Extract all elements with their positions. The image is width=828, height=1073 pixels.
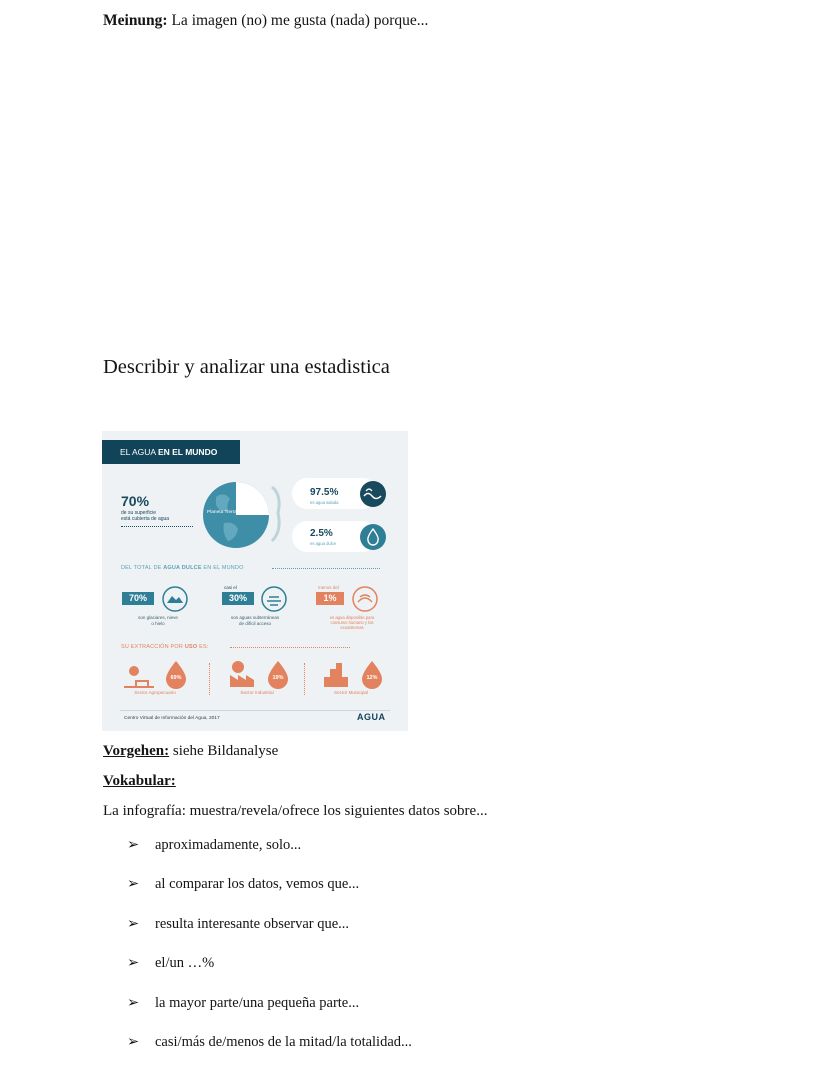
municipal-percentage: 12%: [366, 675, 378, 681]
agriculture-label: Sector Agropecuario: [134, 690, 176, 695]
arrow-bullet-icon: ➢: [127, 955, 140, 972]
infographic-source: Centro Virtual de Información del Agua, 2017: [124, 716, 220, 721]
wave-icon: [356, 480, 390, 508]
water-drop-icon: [356, 523, 390, 551]
agriculture-percentage: 69%: [170, 675, 182, 681]
procedure-text: siehe Bildanalyse: [169, 743, 279, 759]
vocabulary-list: [127, 837, 412, 1073]
municipal-icon: [322, 659, 356, 691]
usable-prefix: menos del: [318, 585, 339, 590]
salt-water-percentage: 97.5%: [310, 487, 339, 498]
industry-label: Sector Industrial: [240, 690, 274, 695]
planet-label: Planeta Tierra: [207, 510, 237, 515]
glacier-percentage: 70%: [122, 592, 154, 605]
groundwater-desc-line-1: son aguas subterráneas: [230, 615, 280, 620]
usage-section-label: [121, 644, 209, 650]
usable-desc-line-2: consumo humano y los: [330, 620, 374, 625]
opinion-text: La imagen (no) me gusta (nada) porque...: [167, 12, 429, 29]
surface-percentage: 70%: [121, 493, 150, 509]
procedure-label: Vorgehen:: [103, 743, 170, 759]
usage-separator-1: [209, 663, 210, 695]
vocabulary-label: Vokabular:: [103, 773, 176, 789]
glacier-desc: [114, 615, 202, 626]
arrow-bullet-icon: ➢: [127, 837, 140, 853]
usable-desc: [306, 615, 398, 630]
agriculture-icon: [122, 661, 158, 691]
list-item: [127, 876, 412, 915]
footer-divider: [120, 710, 390, 711]
freshwater-section-label: [121, 565, 244, 571]
list-item-text: al comparar los datos, vemos que...: [155, 876, 360, 893]
glacier-icon: [160, 585, 190, 613]
industry-percentage: 19%: [272, 675, 284, 681]
infographic-title-plain: EL AGUA: [120, 447, 158, 457]
section-heading: Describir y analizar una estadistica: [103, 356, 390, 378]
opinion-label: Meinung:: [103, 12, 168, 29]
groundwater-percentage: 30%: [222, 592, 254, 605]
municipal-drop-icon: [360, 659, 384, 689]
arrow-bullet-icon: ➢: [127, 915, 140, 932]
groundwater-desc: [210, 615, 300, 626]
procedure-line: [103, 743, 278, 760]
freshwater-section-b: AGUA DULCE: [163, 565, 202, 571]
groundwater-desc-line-2: de difícil acceso: [238, 620, 272, 626]
usable-desc-line-1: es agua disponible para: [329, 615, 375, 620]
groundwater-icon: [259, 585, 289, 613]
industry-drop-icon: [266, 659, 290, 689]
list-item-text: la mayor parte/una pequeña parte...: [155, 994, 360, 1011]
usage-section-c: ES:: [197, 644, 209, 650]
usable-desc-line-3: ecosistemas: [340, 625, 364, 630]
list-item-text: el/un …%: [155, 955, 215, 972]
fresh-water-label: es agua dulce: [310, 541, 337, 546]
list-item: [127, 955, 412, 994]
industry-icon: [226, 659, 260, 691]
surface-desc-2: está cubierta de agua: [121, 516, 170, 522]
usage-section-b: USO: [184, 644, 198, 650]
list-item-text: casi/más de/menos de la mitad/la totalidad...: [155, 1033, 412, 1050]
municipal-label: Sector Municipal: [334, 690, 368, 695]
usage-divider: [230, 647, 350, 648]
vocabulary-heading: [103, 773, 176, 790]
opinion-line: [103, 12, 428, 30]
arrow-bullet-icon: ➢: [127, 876, 140, 893]
surface-divider: [121, 526, 193, 527]
agriculture-drop-icon: [164, 659, 188, 689]
usable-percentage: 1%: [316, 592, 344, 605]
list-item: [127, 916, 412, 955]
list-item: [127, 1034, 412, 1073]
freshwater-section-a: DEL TOTAL DE: [121, 565, 164, 571]
list-item-text: resulta interesante observar que...: [155, 915, 350, 932]
glacier-desc-line-1: son glaciares, nieve: [138, 615, 178, 620]
planet-earth-icon: [188, 479, 284, 553]
freshwater-section-c: EN EL MUNDO: [201, 565, 244, 571]
water-infographic: [102, 431, 408, 731]
infographic-title: [102, 440, 240, 464]
fresh-water-percentage: 2.5%: [310, 528, 333, 539]
agua-logo: AGUA: [357, 712, 386, 722]
salt-water-label: es agua salada: [310, 500, 339, 505]
ecosystem-icon: [350, 585, 380, 613]
usage-separator-2: [304, 663, 305, 695]
infografia-phrase: La infografía: muestra/revela/ofrece los siguientes datos sobre...: [103, 803, 488, 819]
arrow-bullet-icon: ➢: [127, 994, 140, 1011]
freshwater-divider: [272, 568, 380, 569]
arrow-bullet-icon: ➢: [127, 1033, 140, 1050]
surface-desc-1: de su superficie: [121, 510, 157, 516]
list-item-text: aproximadamente, solo...: [155, 837, 302, 853]
list-item: [127, 995, 412, 1034]
infographic-title-bold: EN EL MUNDO: [157, 447, 218, 457]
groundwater-prefix: casi el: [224, 585, 237, 590]
list-item: [127, 837, 412, 876]
usage-section-a: SU EXTRACCIÓN POR: [121, 644, 185, 650]
glacier-desc-line-2: o hielo: [151, 620, 165, 626]
